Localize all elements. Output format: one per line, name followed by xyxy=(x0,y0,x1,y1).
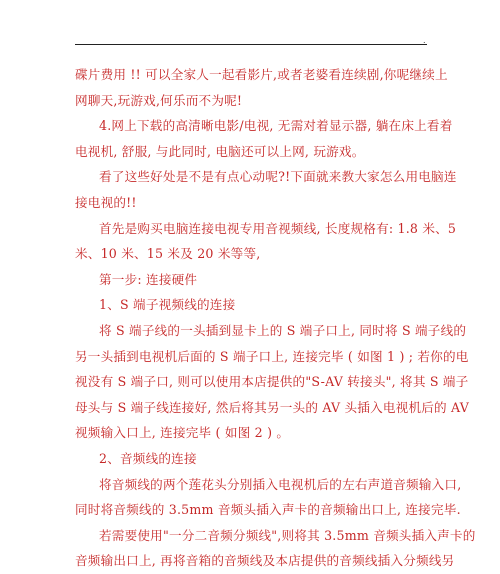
text-line: 看了这些好处是不是有点心动呢?!下面就来教大家怎么用电脑连 xyxy=(99,169,457,185)
text-line: 若需要使用"一分二音频分频线",则将其 3.5mm 音频头插入声卡的 xyxy=(99,527,476,543)
text-line: 碟片费用 !! 可以全家人一起看影片,或者老婆看连续剧,你呢继续上 xyxy=(75,67,448,82)
text-line: 第一步: 连接硬件 xyxy=(99,271,198,287)
text-line: 将音频线的两个莲花头分别插入电视机后的左右声道音频输入口, xyxy=(99,476,462,492)
header-mark: . xyxy=(423,36,426,45)
text-line: 同时将音频线的 3.5mm 音频头插入声卡的音频输出口上, 连接完毕. xyxy=(75,502,461,518)
text-line: 视频输入口上, 连接完毕 ( 如图 2 ) 。 xyxy=(75,425,290,441)
text-line: 母头与 S 端子线连接好, 然后将其另一头的 AV 头插入电视机后的 AV xyxy=(75,399,470,415)
text-line: 另一头插到电视机后面的 S 端子口上, 连接完毕 ( 如图 1 ) ; 若你的电 xyxy=(75,348,469,364)
text-line: 1、S 端子视频线的连接 xyxy=(99,297,236,313)
text-line: 将 S 端子线的一头插到显卡上的 S 端子口上, 同时将 S 端子线的 xyxy=(99,322,467,338)
text-line: 2、音频线的连接 xyxy=(99,450,197,466)
text-line: 电视机, 舒服, 与此同时, 电脑还可以上网, 玩游戏。 xyxy=(75,143,365,159)
text-line: 接电视的!! xyxy=(75,194,137,210)
header-rule xyxy=(75,44,427,45)
text-line: 米、10 米、15 米及 20 米等等, xyxy=(75,246,261,262)
text-line: 网聊天,玩游戏,何乐而不为呢! xyxy=(75,92,243,108)
text-line: 4.网上下载的高清晰电影/电视, 无需对着显示器, 躺在床上看着 xyxy=(99,118,453,134)
document-body xyxy=(75,62,476,574)
text-line: 视没有 S 端子口, 则可以使用本店提供的"S-AV 转接头", 将其 S 端子 xyxy=(75,374,469,390)
text-line: 音频输出口上, 再将音箱的音频线及本店提供的音频线插入分频线另 xyxy=(75,553,455,569)
text-line: 首先是购买电脑连接电视专用音视频线, 长度规格有: 1.8 米、5 xyxy=(99,220,457,236)
